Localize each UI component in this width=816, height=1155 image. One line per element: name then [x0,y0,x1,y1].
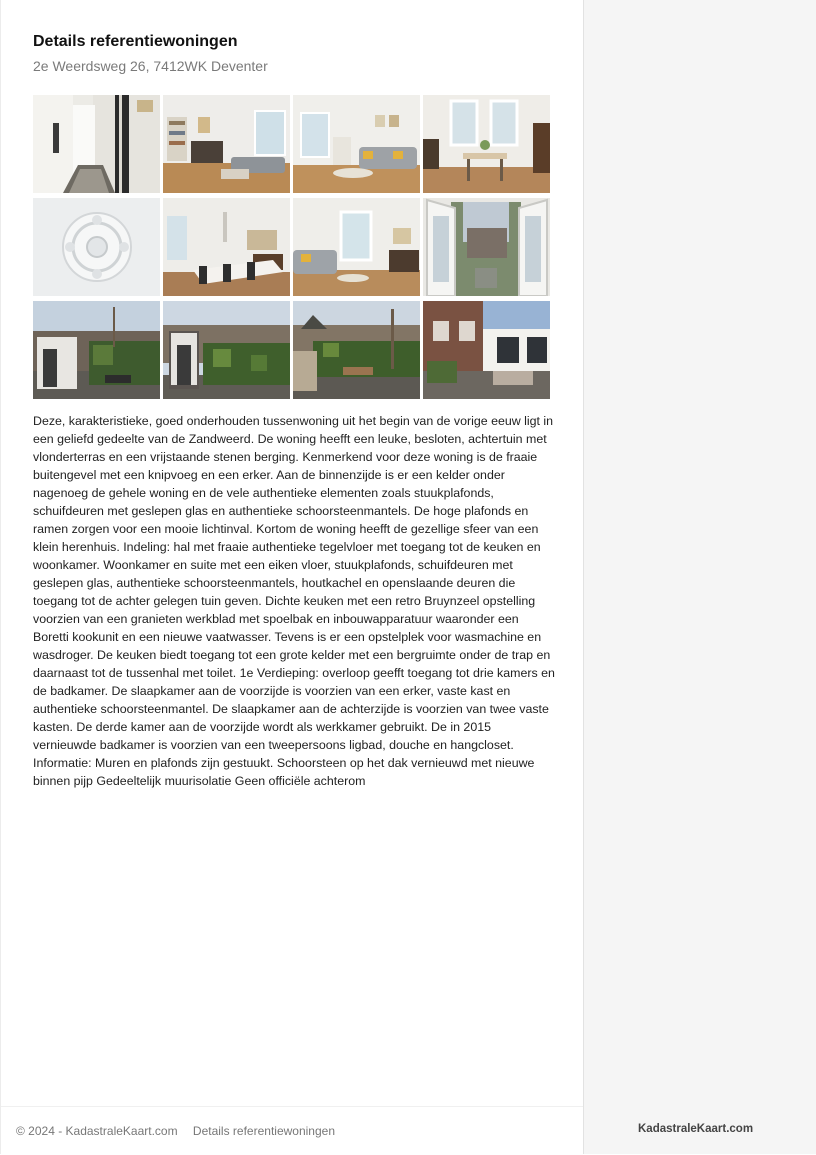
garden-doors-photo [423,198,550,296]
hallway-photo [33,95,160,193]
garden-terrace-photo [293,301,420,399]
footer-copyright: © 2024 - KadastraleKaart.com [16,1124,178,1138]
footer-brand: KadastraleKaart.com [638,1123,754,1135]
garden-shed-photo [33,301,160,399]
photo-grid [33,95,552,399]
rear-facade-photo [423,301,550,399]
garden-photo-1 [163,301,290,399]
living-room-photo-3 [293,198,420,296]
page-title: Details referentiewoningen [33,33,238,50]
property-address: 2e Weerdsweg 26, 7412WK Deventer [33,58,268,74]
footer-page-title: Details referentiewoningen [192,1124,335,1138]
living-room-photo-1 [163,95,290,193]
property-description: Deze, karakteristieke, goed onderhouden tussenwoning uit het begin van de vorige eeuw ligt in een geliefd gedeelte van de Zandweerd. De woning heefft een leuke, besloten, achtertuin met vlonderterras en een vrijstaande stenen berging. Kenmerkend voor deze woning is de fraaie buitengevel met een knipvoeg en een erker. Aan de binnenzijde is er een kelder onder nagenoeg de gehele woning en de vele authentieke elementen zoals stuukplafonds, schuifdeuren met geslepen glas en authentieke schoorsteenmantels. De hoge plafonds en ramen zorgen voor een mooie lichtinval. Kortom de woning heefft de gezellige sfeer van een klein herenhuis. Indeling: hal met fraaie authentieke tegelvloer met toegang tot de keuken en woonkamer. Woonkamer en suite met een eiken vloer, stuukplafonds, schuifdeuren met geslepen glas, authentieke schoorsteenmantels, houtkachel en openslaande deuren die toegang tot de achter gelegen tuin geven. Dichte keuken met een retro Bruynzeel opstelling voorzien van een granieten werkblad met spoelbak en inbouwapparatuur waaronder een Boretti kookunit en een nieuwe vaatwasser. Tevens is er een opstelplek voor wasmachine en wasdroger. De keuken biedt toegang tot een grote kelder met een bergruimte onder de trap en daarnaast tot de tussenhal met toilet. 1e Verdieping: overloop geefft toegang tot drie kamers en de badkamer. De slaapkamer aan de voorzijde is voorzien van een erker, vaste kast en authentieke schoorsteenmantel. De slaapkamer aan de achterzijde is voorzien van twee vaste kasten. De derde kamer aan de voorzijde wordt als werkkamer gebruikt. De in 2015 vernieuwde badkamer is voorzien van een tweepersoons ligbad, douche en hangcloset. Informatie: Muren en plafonds zijn gestuukt. Schoorsteen op het dak vernieuwd met nieuwe binnen pijp Gedeeltelijk muurisolatie Geen officiële achterom [33,414,555,788]
ceiling-ornament-photo [33,198,160,296]
dining-table-photo [163,198,290,296]
dining-room-photo [423,95,550,193]
right-sidebar [583,0,816,1154]
living-room-photo-2 [293,95,420,193]
